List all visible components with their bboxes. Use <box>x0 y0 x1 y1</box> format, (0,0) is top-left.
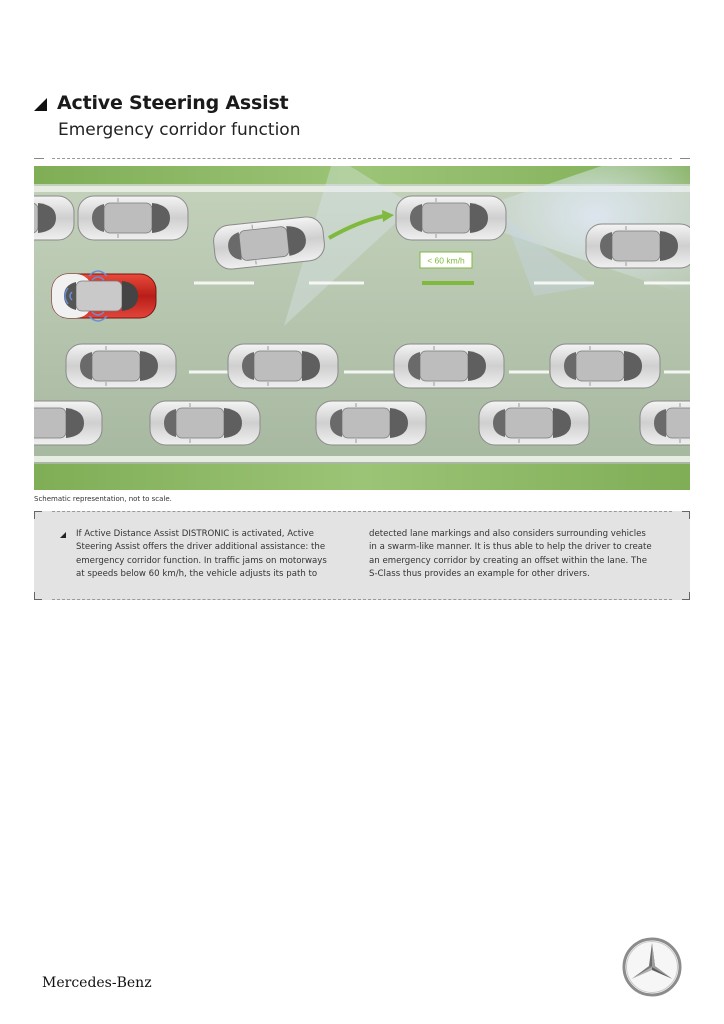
text-column-2 <box>369 528 669 582</box>
title-triangle-icon <box>34 98 47 111</box>
own-vehicle <box>52 271 156 321</box>
text-line: at speeds below 60 km/h, the vehicle adjusts its path to <box>76 569 318 580</box>
text-line: emergency corridor function. In traffic jams on motorways <box>76 555 327 566</box>
text-line: in a swarm-like manner. It is thus able to help the driver to create <box>369 542 652 553</box>
mercedes-star-icon <box>622 937 682 997</box>
text-line: S-Class thus provides an example for other drivers. <box>369 569 590 580</box>
illustration-caption: Schematic representation, not to scale. <box>34 495 172 503</box>
description-box <box>34 511 690 600</box>
bullet-triangle-icon <box>60 532 66 538</box>
page-title: Active Steering Assist <box>57 92 289 114</box>
brand-wordmark: Mercedes-Benz <box>42 975 152 991</box>
text-line: Steering Assist offers the driver additional assistance: the <box>76 542 326 553</box>
text-line: detected lane markings and also considers surrounding vehicles <box>369 529 646 539</box>
page-subtitle: Emergency corridor function <box>58 120 301 140</box>
text-line: If Active Distance Assist DISTRONIC is activated, Active <box>76 529 314 539</box>
title-row <box>34 92 288 114</box>
emergency-corridor-illustration <box>34 166 690 490</box>
text-column-1 <box>76 528 366 582</box>
text-line: an emergency corridor by creating an offset within the lane. The <box>369 555 648 566</box>
speed-label: < 60 km/h <box>427 255 465 266</box>
